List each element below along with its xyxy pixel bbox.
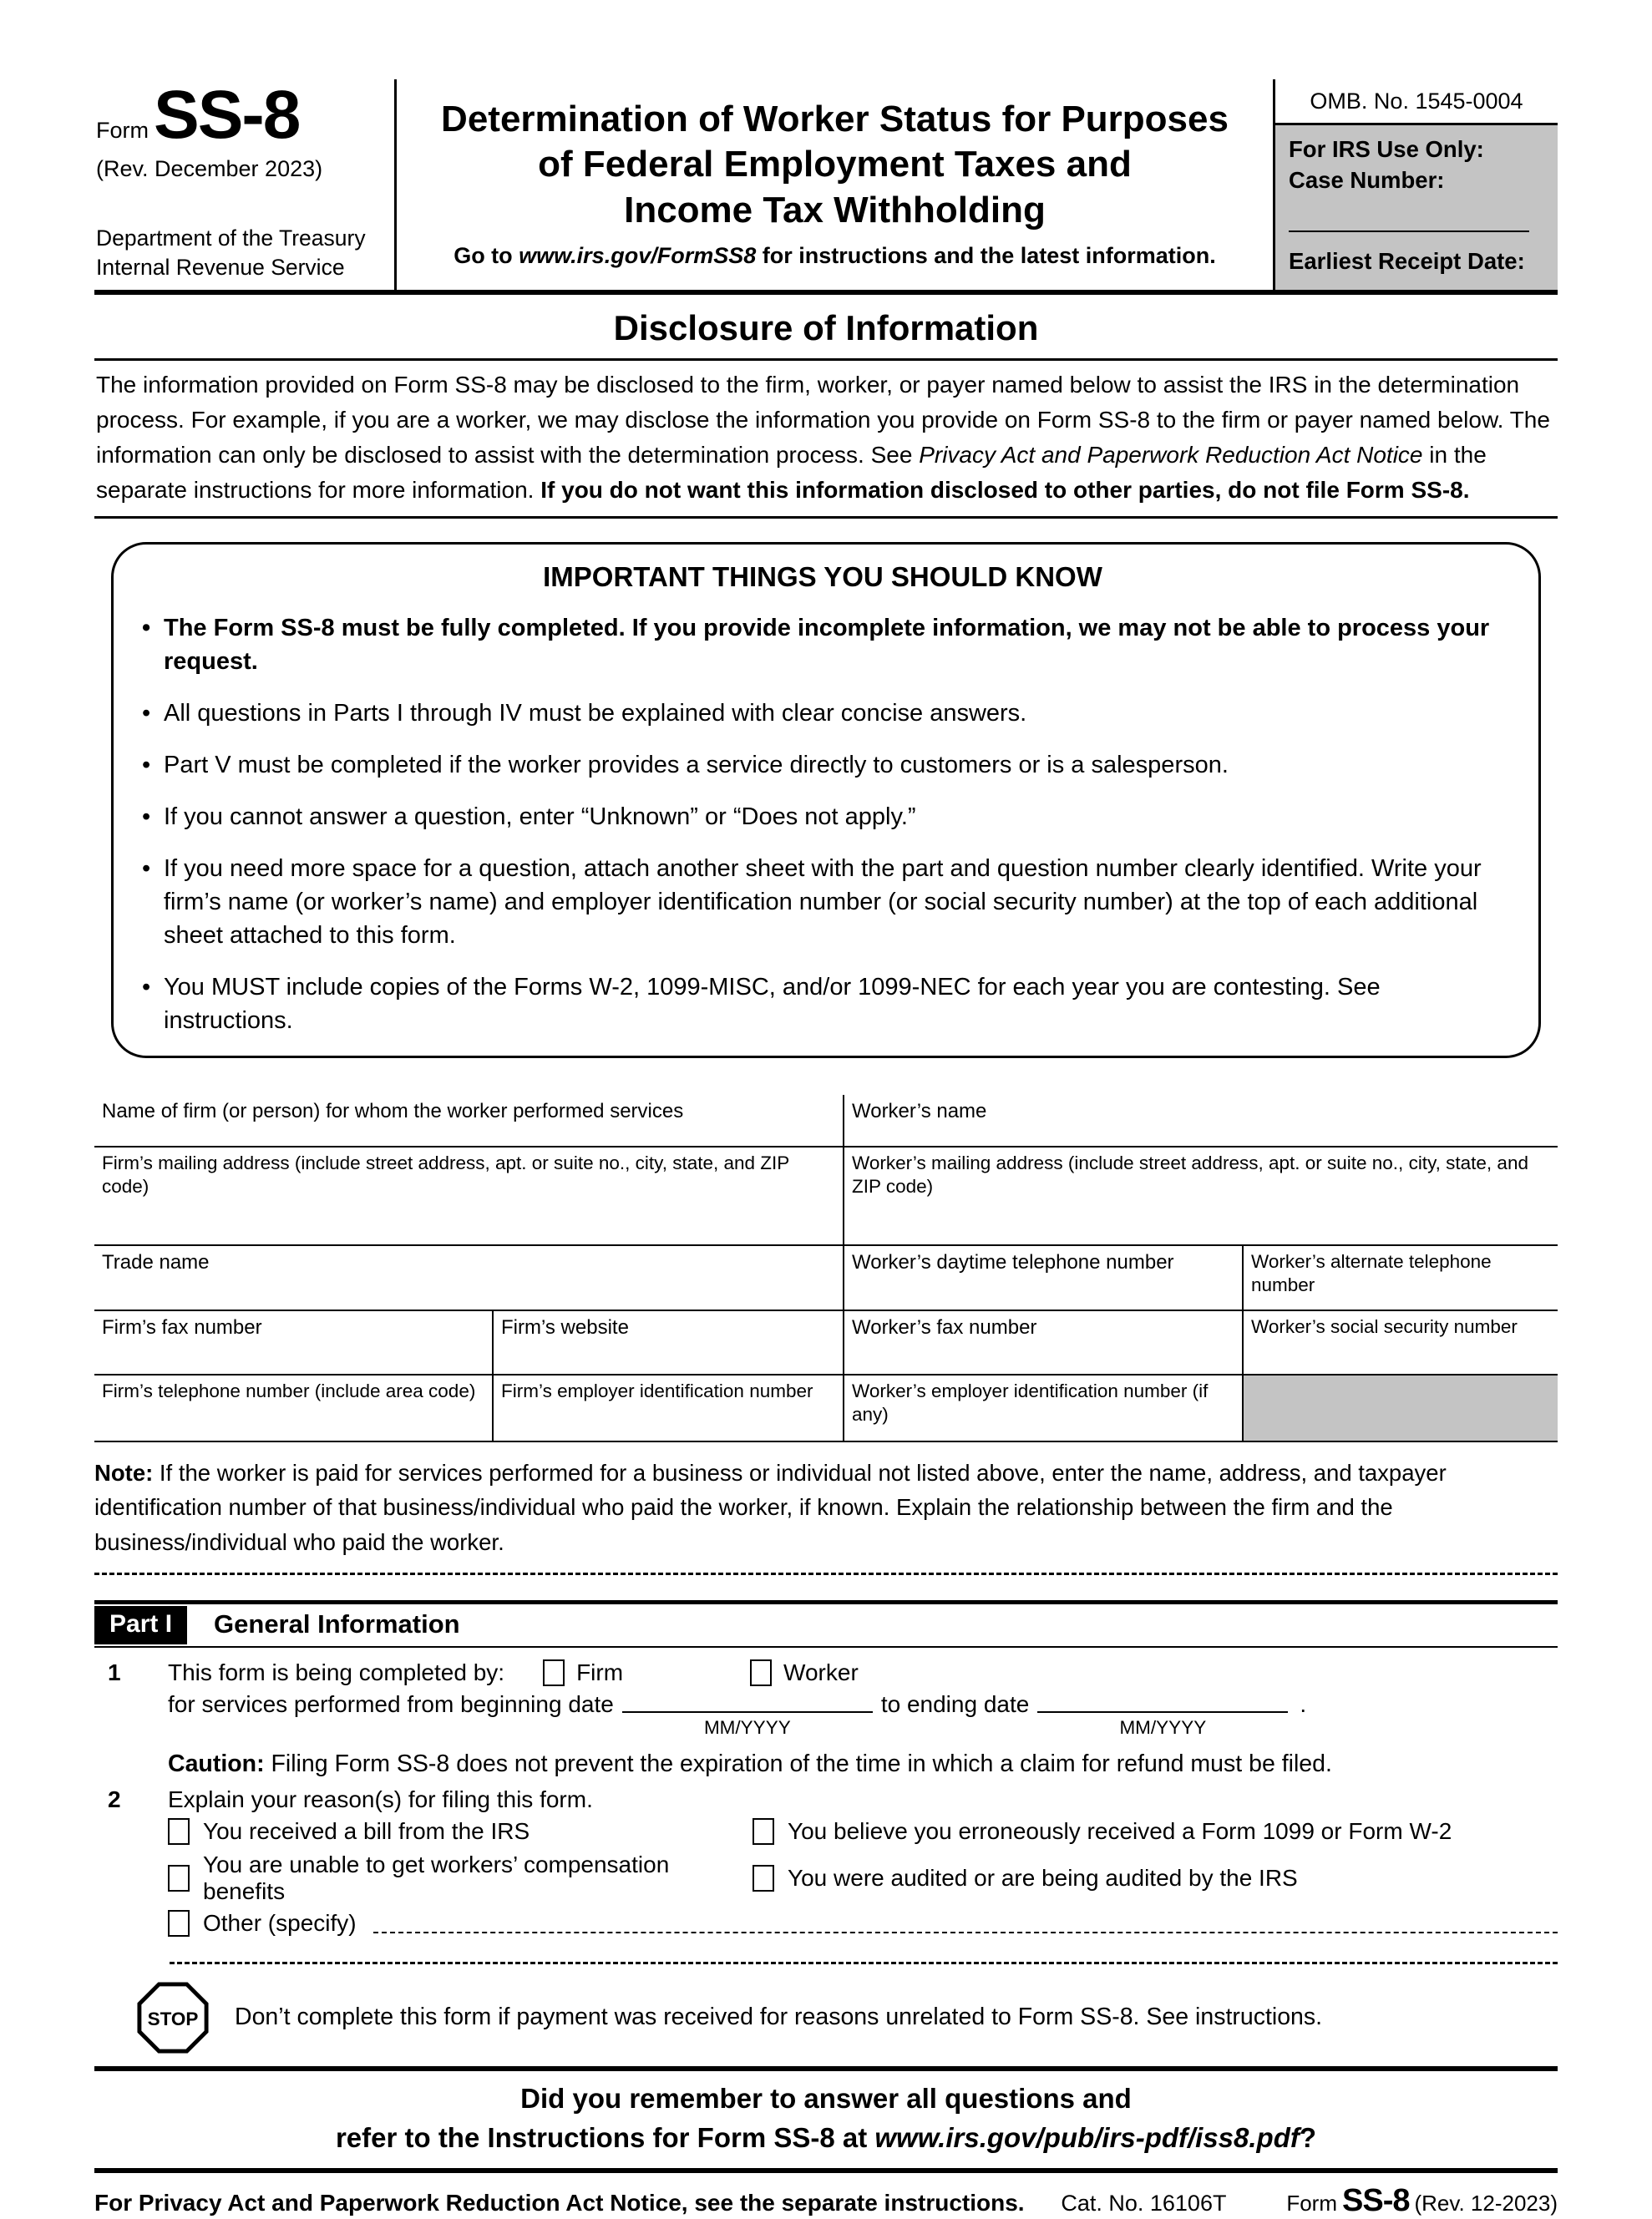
part1-label: Part I <box>94 1606 187 1644</box>
agency-block <box>96 224 384 281</box>
erroneous-1099-w2-checkbox[interactable] <box>753 1818 774 1845</box>
stop-icon <box>136 1981 210 2054</box>
form-title-line1: Determination of Worker Status for Purposes <box>441 98 1229 139</box>
irs-use-only-label: For IRS Use Only: <box>1289 136 1484 162</box>
case-number-field <box>1289 195 1529 232</box>
worker-option <box>750 1659 859 1686</box>
firm-name-field[interactable]: Name of firm (or person) for whom the worker performed services <box>94 1095 844 1147</box>
firm-checkbox-label: Firm <box>576 1659 624 1685</box>
thick-divider <box>94 2066 1558 2071</box>
worker-fax-field[interactable]: Worker’s fax number <box>844 1310 1243 1375</box>
footer-form-number: SS-8 <box>1342 2182 1410 2218</box>
firm-website-field[interactable]: Firm’s website <box>493 1310 844 1375</box>
form-title-block <box>397 79 1275 290</box>
caution-label: Caution: <box>168 1750 265 1777</box>
bullet-item: • All questions in Parts I through IV must be explained with clear concise answers. <box>139 697 1507 730</box>
disclosure-heading: Disclosure of Information <box>613 308 1039 347</box>
question-2-number: 2 <box>108 1786 121 1812</box>
dashed-divider <box>170 1962 1558 1964</box>
omb-number: OMB. No. 1545-0004 <box>1310 88 1523 114</box>
note-paragraph <box>94 1456 1558 1559</box>
other-reason-row <box>168 1910 1558 1937</box>
table-row <box>94 1245 1558 1310</box>
option-label: You were audited or are being audited by the IRS <box>788 1864 1298 1891</box>
contact-info-table <box>94 1095 1558 1442</box>
reminder-prefix: refer to the Instructions for Form SS-8 at <box>335 2121 875 2153</box>
important-things-box <box>111 542 1541 1058</box>
firm-address-field[interactable]: Firm’s mailing address (include street address, apt. or suite no., city, state, and ZIP code) <box>94 1147 844 1245</box>
firm-fax-field[interactable]: Firm’s fax number <box>94 1310 493 1375</box>
form-word-label: Form <box>96 118 149 143</box>
trade-name-field[interactable]: Trade name <box>94 1245 844 1310</box>
note-label: Note: <box>94 1460 154 1487</box>
reminder-block <box>94 2080 1558 2158</box>
other-option <box>168 1910 357 1937</box>
bullet-item: • If you cannot answer a question, enter “Unknown” or “Does not apply.” <box>139 800 1507 833</box>
worker-checkbox-label: Worker <box>783 1659 859 1685</box>
question-2 <box>94 1786 1558 1813</box>
ending-date-format: MM/YYYY <box>1119 1716 1207 1738</box>
irs-use-block <box>1275 79 1558 290</box>
reminder-line2 <box>94 2119 1558 2158</box>
worker-daytime-phone-field[interactable]: Worker’s daytime telephone number <box>844 1245 1243 1310</box>
reminder-suffix: ? <box>1299 2121 1317 2153</box>
firm-checkbox[interactable] <box>543 1659 565 1686</box>
footer-form-word: Form <box>1286 2190 1338 2216</box>
earliest-receipt-label: Earliest Receipt Date: <box>1289 248 1525 275</box>
bill-from-irs-checkbox[interactable] <box>168 1818 190 1845</box>
option-label: You believe you erroneously received a Form 1099 or Form W-2 <box>788 1817 1452 1844</box>
table-row <box>94 1095 1558 1147</box>
privacy-act-reference: Privacy Act and Paperwork Reduction Act Notice <box>919 442 1423 468</box>
stop-icon-label: STOP <box>147 2008 199 2029</box>
worker-ssn-field[interactable]: Worker’s social security number <box>1243 1310 1558 1375</box>
agency-label: Internal Revenue Service <box>96 254 345 280</box>
disclosure-paragraph <box>94 361 1558 516</box>
bullet-item: • Part V must be completed if the worker provides a service directly to customers or is a salesperson. <box>139 748 1507 782</box>
beginning-date-format: MM/YYYY <box>703 1716 791 1738</box>
disclosure-text-2: in the separate instructions for more information. <box>96 442 1487 503</box>
goto-prefix: Go to <box>454 243 519 269</box>
period: . <box>1300 1690 1307 1717</box>
privacy-act-notice: For Privacy Act and Paperwork Reduction Act Notice, see the separate instructions. <box>94 2189 1025 2216</box>
part1-title: General Information <box>214 1609 460 1639</box>
other-checkbox[interactable] <box>168 1910 190 1937</box>
bullet-item: • You MUST include copies of the Forms W-2, 1099-MISC, and/or 1099-NEC for each year you are contesting. See instructions. <box>139 970 1507 1037</box>
workers-comp-checkbox[interactable] <box>168 1865 190 1892</box>
ending-date-text: to ending date <box>880 1690 1030 1717</box>
revision-date: (Rev. December 2023) <box>96 155 323 181</box>
table-row <box>94 1310 1558 1375</box>
option-label: You are unable to get workers’ compensation benefits <box>203 1851 670 1904</box>
shaded-no-entry-cell <box>1243 1375 1558 1441</box>
reason-option <box>168 1852 753 1905</box>
question-1-text: This form is being completed by: <box>168 1659 505 1685</box>
goto-suffix: for instructions and the latest information. <box>756 243 1216 269</box>
form-number-block <box>94 79 397 290</box>
beginning-date-blank <box>622 1691 873 1739</box>
option-label: You received a bill from the IRS <box>203 1817 530 1844</box>
worker-alternate-phone-field[interactable]: Worker’s alternate telephone number <box>1243 1245 1558 1310</box>
catalog-number: Cat. No. 16106T <box>1061 2190 1227 2216</box>
part1-header-bar <box>94 1600 1558 1648</box>
footer-revision: (Rev. 12-2023) <box>1414 2190 1558 2216</box>
disclosure-text-1: The information provided on Form SS-8 may be disclosed to the firm, worker, or payer named below to assist the IRS in the determination process. For example, if you are a worker, we may disclose the information you provide on Form SS-8 to the firm or payer named below. The information can only be disclosed to assist with the determination process. See <box>96 372 1550 468</box>
worker-address-field[interactable]: Worker’s mailing address (include street address, apt. or suite no., city, state, and ZIP code) <box>844 1147 1558 1245</box>
service-dates-line <box>168 1691 1558 1739</box>
beginning-date-input[interactable] <box>622 1691 873 1713</box>
case-number-label: Case Number: <box>1289 167 1445 194</box>
question-1 <box>94 1659 1558 1686</box>
table-row <box>94 1147 1558 1245</box>
form-number: SS-8 <box>154 77 300 153</box>
beginning-date-text: for services performed from beginning date <box>168 1690 614 1717</box>
reminder-line1: Did you remember to answer all questions and <box>520 2082 1132 2114</box>
other-label: Other (specify) <box>203 1909 357 1936</box>
question-2-text: Explain your reason(s) for filing this form. <box>168 1786 593 1812</box>
worker-checkbox[interactable] <box>750 1659 772 1686</box>
thick-divider <box>94 2168 1558 2173</box>
page-footer <box>94 2183 1558 2219</box>
instructions-pdf-url: www.irs.gov/pub/irs-pdf/iss8.pdf <box>874 2121 1300 2153</box>
reason-option <box>753 1852 1558 1905</box>
question-1-number: 1 <box>108 1659 121 1685</box>
question-2-options <box>168 1818 1558 1905</box>
worker-ein-field[interactable]: Worker’s employer identification number (if any) <box>844 1375 1243 1441</box>
form-title-line3: Income Tax Withholding <box>624 189 1046 231</box>
reason-option <box>753 1818 1558 1845</box>
audited-checkbox[interactable] <box>753 1865 774 1892</box>
divider <box>94 516 1558 519</box>
bullet-item: • If you need more space for a question, attach another sheet with the part and question number clearly identified. Write your firm’s name (or worker’s name) and employer identification number (or social security number) at the top of each additional sheet attached to this form. <box>139 852 1507 952</box>
firm-option <box>543 1659 623 1686</box>
table-row <box>94 1375 1558 1441</box>
note-text: If the worker is paid for services performed for a business or individual not listed above, enter the name, address, and taxpayer identification number of that business/individual who paid the worker, if known. Explain the relationship between the firm and the business/individual who paid the worker. <box>94 1460 1447 1555</box>
ending-date-blank <box>1037 1691 1288 1739</box>
firm-ein-field[interactable]: Firm’s employer identification number <box>493 1375 844 1441</box>
important-bullet-list <box>139 611 1507 1037</box>
other-specify-input[interactable] <box>373 1932 1558 1933</box>
bullet-item: • The Form SS-8 must be fully completed. If you provide incomplete information, we may not be able to process your request. <box>139 611 1507 678</box>
footer-form-id <box>1286 2183 1558 2219</box>
caution-line <box>168 1750 1558 1778</box>
instructions-url: www.irs.gov/FormSS8 <box>519 243 757 269</box>
disclosure-warning: If you do not want this information disclosed to other parties, do not file Form SS-8. <box>540 477 1470 503</box>
ending-date-input[interactable] <box>1037 1691 1288 1713</box>
firm-phone-field[interactable]: Firm’s telephone number (include area code) <box>94 1375 493 1441</box>
important-heading: IMPORTANT THINGS YOU SHOULD KNOW <box>543 561 1102 592</box>
stop-notice <box>136 1981 1558 2054</box>
worker-name-field[interactable]: Worker’s name <box>844 1095 1558 1147</box>
reason-option <box>168 1818 753 1845</box>
goto-instructions-line <box>412 243 1258 269</box>
form-title-line2: of Federal Employment Taxes and <box>538 144 1132 185</box>
irs-use-only-box <box>1275 123 1558 290</box>
stop-text: Don’t complete this form if payment was received for reasons unrelated to Form SS-8. See instructions. <box>235 2004 1323 2031</box>
form-header <box>94 79 1558 295</box>
dashed-divider <box>94 1573 1558 1575</box>
caution-text: Filing Form SS-8 does not prevent the expiration of the time in which a claim for refund must be filed. <box>264 1750 1332 1777</box>
department-label: Department of the Treasury <box>96 225 366 251</box>
